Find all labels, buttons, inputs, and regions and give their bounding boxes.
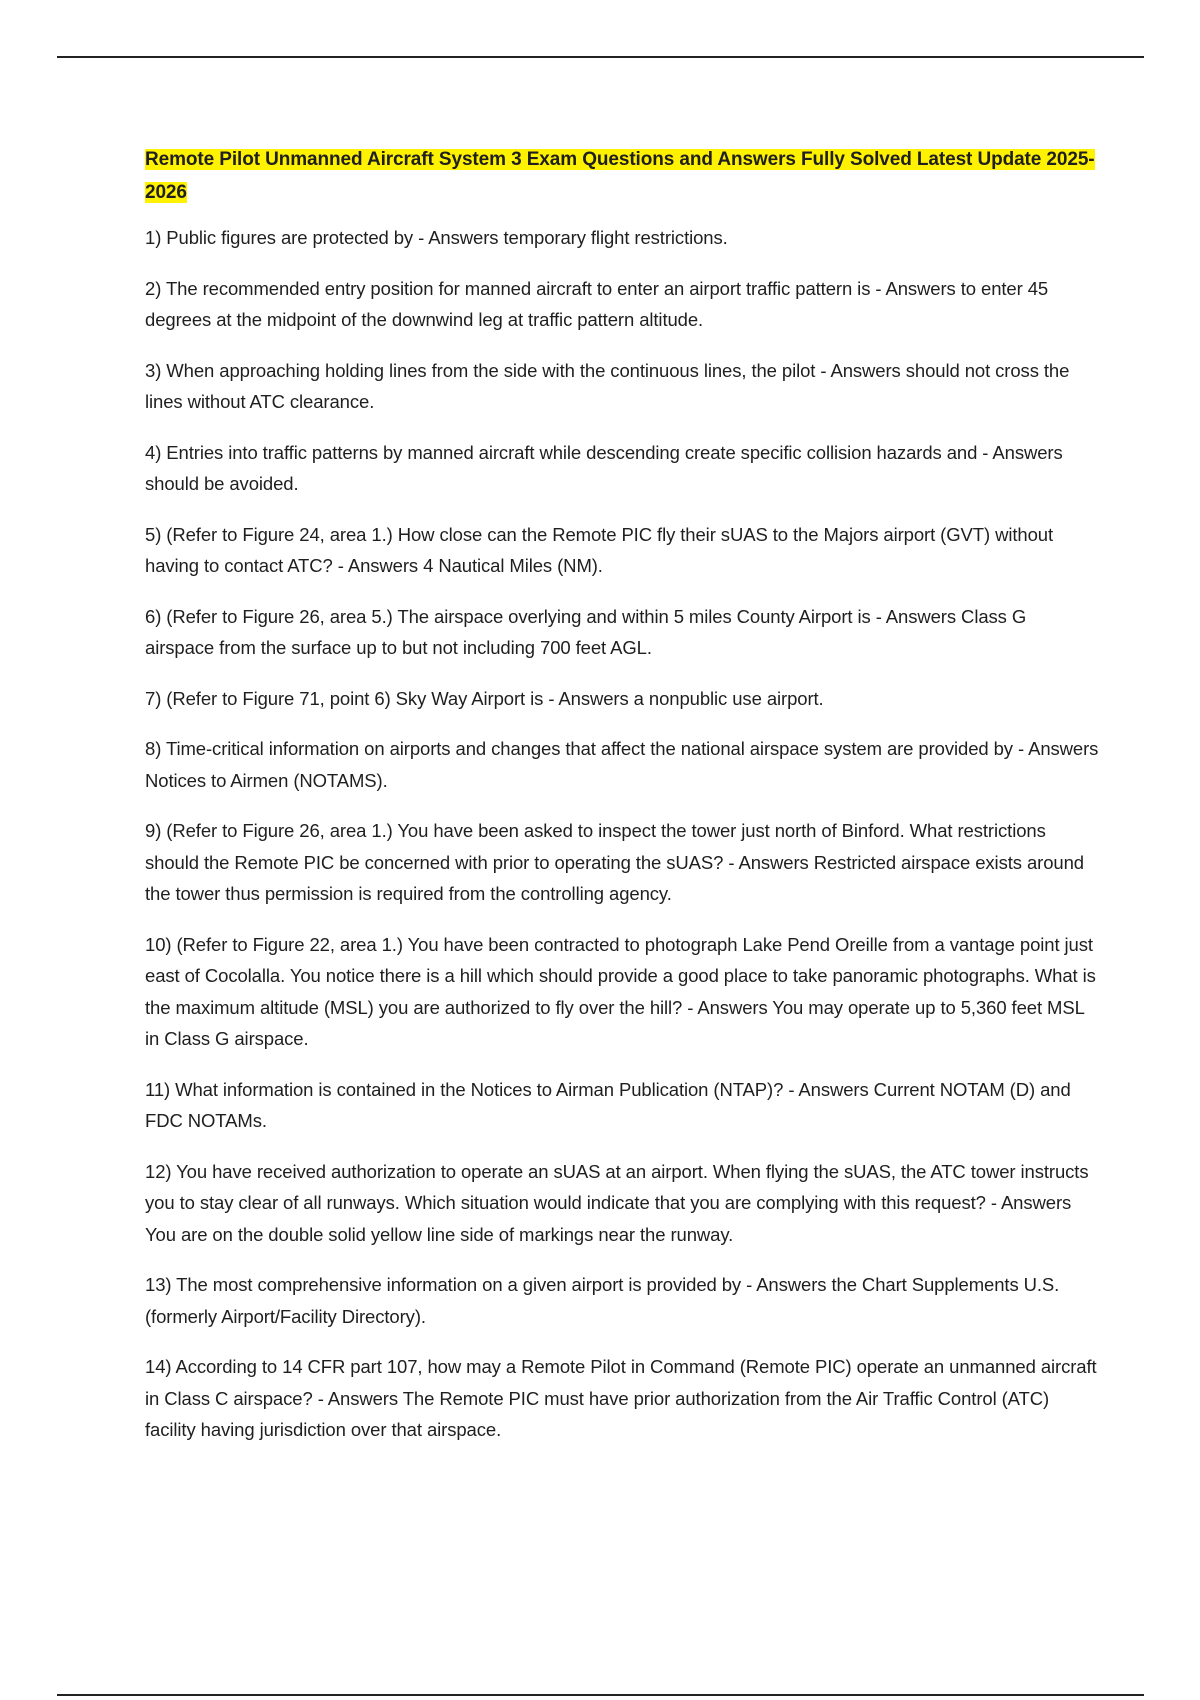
qa-item-6: 6) (Refer to Figure 26, area 5.) The airspace overlying and within 5 miles County Airport is - Answers Class G airspace from the surface up to but not including 700 feet AGL.	[145, 605, 1027, 658]
qa-item-10: 10) (Refer to Figure 22, area 1.) You have been contracted to photograph Lake Pend Oreille from a vantage point just east of Cocolalla. You notice there is a hill which should provide a good place to take panoramic photographs. What is the maximum altitude (MSL) you are authorized to fly over the hill? - Answers You may operate up to 5,360 feet MSL in Class G airspace.	[145, 933, 1096, 1049]
qa-item-4: 4) Entries into traffic patterns by manned aircraft while descending create specific collision hazards and - Answers should be avoided.	[145, 441, 1063, 494]
bottom-rule	[57, 1694, 1144, 1696]
document-title	[145, 143, 1100, 209]
qa-item-8: 8) Time-critical information on airports and changes that affect the national airspace system are provided by - Answers Notices to Airmen (NOTAMS).	[145, 738, 1099, 791]
qa-item-9: 9) (Refer to Figure 26, area 1.) You have been asked to inspect the tower just north of Binford. What restrictions should the Remote PIC be concerned with prior to operating the sUAS? - Answers Restricted airspace exists around the tower thus permission is required from the controlling agency.	[145, 820, 1084, 904]
qa-item-1: 1) Public figures are protected by - Answers temporary flight restrictions.	[145, 227, 728, 248]
qa-item-5: 5) (Refer to Figure 24, area 1.) How close can the Remote PIC fly their sUAS to the Majors airport (GVT) without having to contact ATC? - Answers 4 Nautical Miles (NM).	[145, 523, 1053, 576]
qa-item-3: 3) When approaching holding lines from the side with the continuous lines, the pilot - Answers should not cross the lines without ATC clearance.	[145, 359, 1070, 412]
qa-item-7: 7) (Refer to Figure 71, point 6) Sky Way Airport is - Answers a nonpublic use airport.	[145, 687, 824, 709]
qa-item-13: 13) The most comprehensive information on a given airport is provided by - Answers the Chart Supplements U.S. (formerly Airport/Facility Directory).	[145, 1274, 1060, 1327]
qa-item-2: 2) The recommended entry position for manned aircraft to enter an airport traffic pattern is - Answers to enter 45 degrees at the midpoint of the downwind leg at traffic pattern altitude.	[145, 277, 1049, 330]
qa-item-14: 14) According to 14 CFR part 107, how may a Remote Pilot in Command (Remote PIC) operate an unmanned aircraft in Class C airspace? - Answers The Remote PIC must have prior authorization from the Air Traffic Control (ATC) facility having jurisdiction over that airspace.	[145, 1356, 1097, 1440]
document-title-text: Remote Pilot Unmanned Aircraft System 3 Exam Questions and Answers Fully Solved Latest Update 2025-2026	[145, 149, 1095, 203]
qa-item-11: 11) What information is contained in the Notices to Airman Publication (NTAP)? - Answers Current NOTAM (D) and FDC NOTAMs.	[145, 1078, 1071, 1131]
top-rule	[57, 56, 1144, 58]
page-content	[145, 143, 1100, 1465]
qa-item-12: 12) You have received authorization to operate an sUAS at an airport. When flying the sUAS, the ATC tower instructs you to stay clear of all runways. Which situation would indicate that you are complying with this request? - Answers You are on the double solid yellow line side of markings near the runway.	[145, 1160, 1089, 1245]
